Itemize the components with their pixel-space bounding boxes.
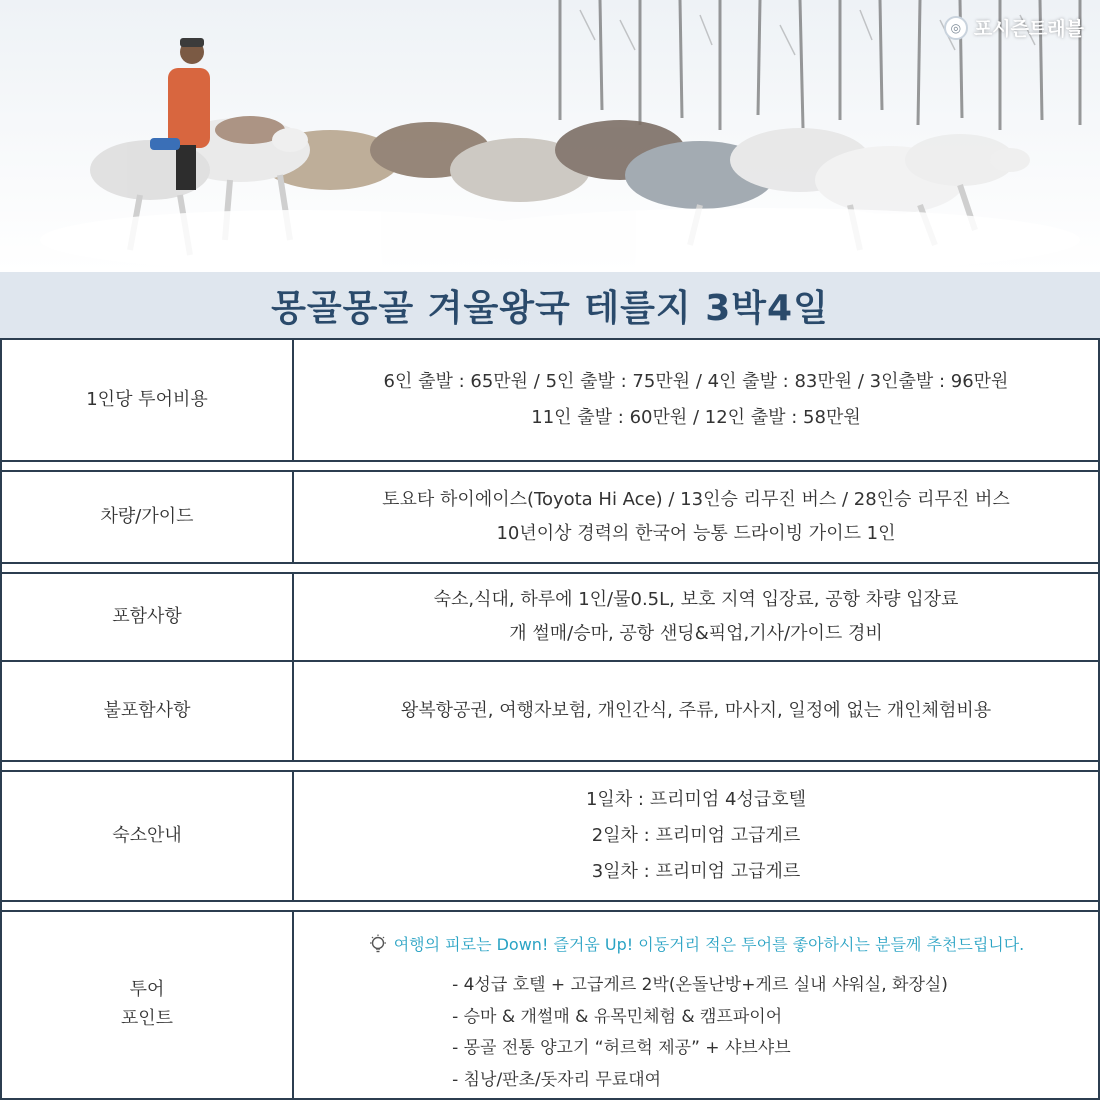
list-item: - 몽골 전통 양고기 “허르헉 제공” + 샤브샤브 [452,1038,791,1059]
row-content [294,662,1098,760]
not-included-line: 왕복항공권, 여행자보험, 개인간식, 주류, 마사지, 일정에 없는 개인체험비용 [400,699,992,721]
title-banner [0,272,1100,338]
accommodation-day-3: 3일차 : 프리미엄 고급게르 [591,861,801,882]
list-item: - 승마 & 개썰매 & 유목민체험 & 캠프파이어 [452,1006,783,1027]
tour-points-list [444,970,948,1096]
table-row-vehicle-guide [2,470,1098,564]
brand-mark-icon: ◎ [944,16,968,40]
highlight-text: 여행의 피로는 Down! 즐거움 Up! 이동거리 적은 투어를 좋아하시는 분들께 추천드립니다. [393,935,1025,954]
row-label-line-2: 포인트 [120,1008,174,1029]
row-label [2,912,294,1098]
row-content [294,340,1098,460]
hero-photo [0,0,1100,272]
table-row-accommodation [2,770,1098,902]
row-label: 불포함사항 [2,662,294,760]
row-content [294,772,1098,900]
table-row-included [2,572,1098,662]
included-line-1: 숙소,식대, 하루에 1인/물0.5L, 보호 지역 입장료, 공항 차량 입장료 [433,588,959,610]
row-label: 1인당 투어비용 [2,340,294,460]
row-content [294,472,1098,562]
table-row-tour-points [2,910,1098,1098]
list-item: - 4성급 호텔 + 고급게르 2박(온돌난방+게르 실내 샤워실, 화장실) [452,975,948,996]
row-label: 차량/가이드 [2,472,294,562]
tour-info-table [0,338,1100,1100]
guide-line: 10년이상 경력의 한국어 능통 드라이빙 가이드 1인 [496,523,896,544]
vehicle-line: 토요타 하이에이스(Toyota Hi Ace) / 13인승 리무진 버스 / 28인승 리무진 버스 [382,488,1010,510]
price-line-2: 11인 출발 : 60만원 / 12인 출발 : 58만원 [531,407,861,428]
list-item: - 침낭/판초/돗자리 무료대여 [452,1069,662,1090]
row-label: 포함사항 [2,574,294,660]
snow-horses-illustration [0,0,1100,272]
table-row-price [2,338,1098,462]
accommodation-day-2: 2일차 : 프리미엄 고급게르 [591,825,801,846]
row-content [294,912,1098,1098]
included-line-2: 개 썰매/승마, 공항 샌딩&픽업,기사/가이드 경비 [509,623,883,644]
accommodation-day-1: 1일차 : 프리미엄 4성급호텔 [585,789,806,810]
price-line-1: 6인 출발 : 65만원 / 5인 출발 : 75만원 / 4인 출발 : 83만원 / 3인출발 : 96만원 [383,371,1009,392]
row-content [294,574,1098,660]
brand-logo [944,14,1084,41]
row-label-line-1: 투어 [129,979,165,1001]
tour-highlight [368,930,1025,960]
brand-name: 포시즌트래블 [973,18,1084,40]
page-title: 몽골몽골 겨울왕국 테를지 3박4일 [271,287,829,329]
lightbulb-icon [368,934,388,956]
table-row-not-included [2,662,1098,762]
row-label: 숙소안내 [2,772,294,900]
